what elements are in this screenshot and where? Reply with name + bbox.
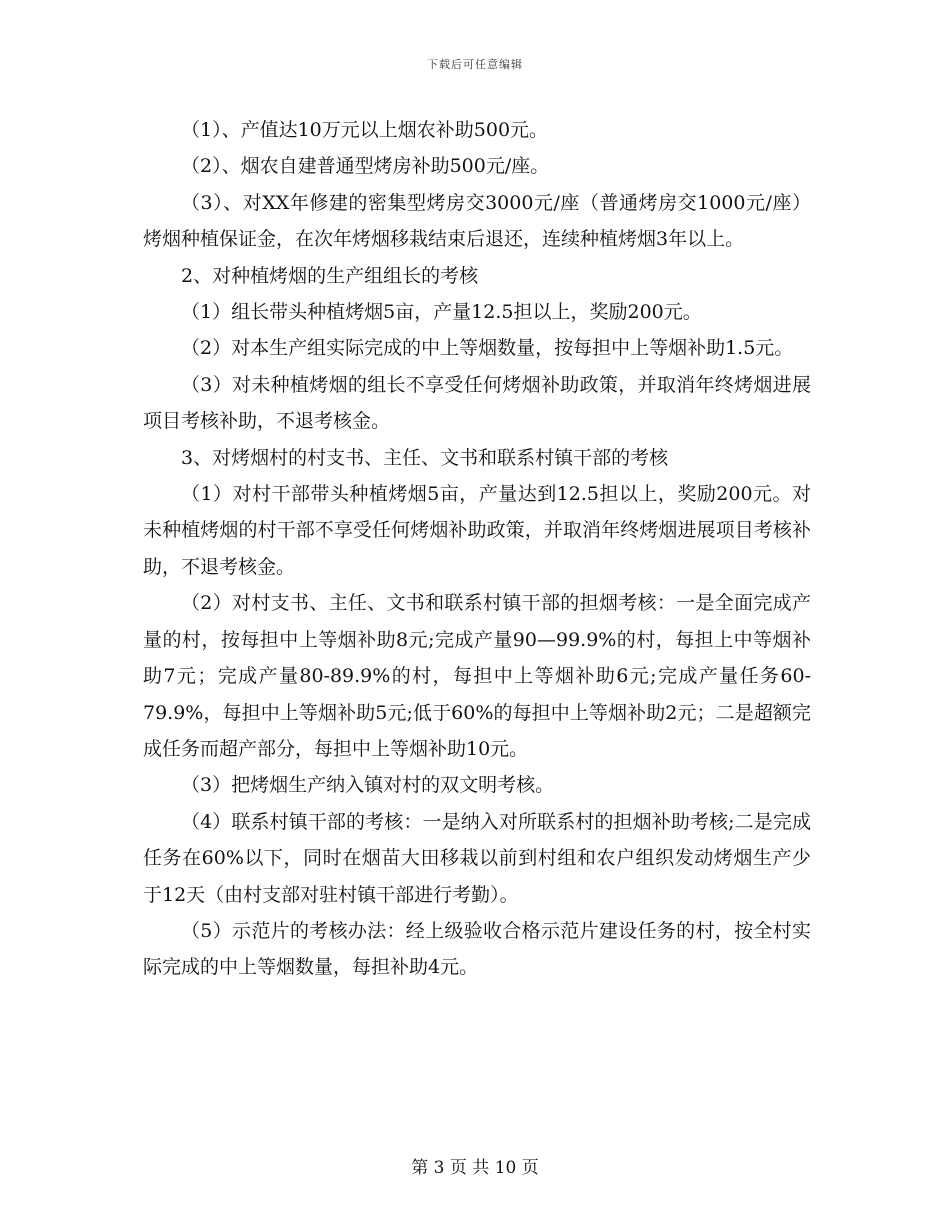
paragraph-6: （2）对本生产组实际完成的中上等烟数量，按每担中上等烟补助1.5元。 xyxy=(181,337,794,360)
paragraph-11: （3）把烤烟生产纳入镇对村的双文明考核。 xyxy=(181,774,555,797)
paragraph-12: （4）联系村镇干部的考核：一是纳入对所联系村的担烟补助考核;二是完成任务在60%以下，同时在烟苗大田移栽以前到村组和农户组织发动烤烟生产少于12天（由村支部对驻村镇干部进行考勤）。 xyxy=(143,810,811,906)
section-heading-2: 2、对种植烤烟的生产组组长的考核 xyxy=(181,264,479,287)
section-heading-3: 3、对烤烟村的村支书、主任、文书和联系村镇干部的考核 xyxy=(181,446,669,469)
paragraph-3: （3）、对XX年修建的密集型烤房交3000元/座（普通烤房交1000元/座）烤烟种植保证金，在次年烤烟移栽结束后退还，连续种植烤烟3年以上。 xyxy=(143,191,811,251)
paragraph-2: （2）、烟农自建普通型烤房补助500元/座。 xyxy=(181,155,550,178)
paragraph-9: （1）对村干部带头种植烤烟5亩，产量达到12.5担以上，奖励200元。对未种植烤烟的村干部不享受任何烤烟补助政策，并取消年终烤烟进展项目考核补助，不退考核金。 xyxy=(143,483,811,578)
paragraph-10: （2）对村支书、主任、文书和联系村镇干部的担烟考核：一是全面完成产量的村，按每担中上等烟补助8元;完成产量90—99.9%的村，每担上中等烟补助7元；完成产量80-89.9%的村，每担中上等烟补助6元;完成产量任务60-79.9%，每担中上等烟补助5元;低于60%的每担中上等烟补助2元；二是超额完成任务而超产部分，每担中上等烟补助10元。 xyxy=(143,592,811,760)
page-header: 下载后可任意编辑 xyxy=(427,58,523,71)
document-body xyxy=(143,112,811,986)
page-footer: 第 3 页 共 10 页 xyxy=(411,1158,539,1178)
paragraph-5: （1）组长带头种植烤烟5亩，产量12.5担以上，奖励200元。 xyxy=(181,301,702,324)
paragraph-7: （3）对未种植烤烟的组长不享受任何烤烟补助政策，并取消年终烤烟进展项目考核补助，不退考核金。 xyxy=(143,373,811,433)
paragraph-13: （5）示范片的考核办法：经上级验收合格示范片建设任务的村，按全村实际完成的中上等烟数量，每担补助4元。 xyxy=(143,919,811,979)
paragraph-1: （1）、产值达10万元以上烟农补助500元。 xyxy=(181,119,549,141)
